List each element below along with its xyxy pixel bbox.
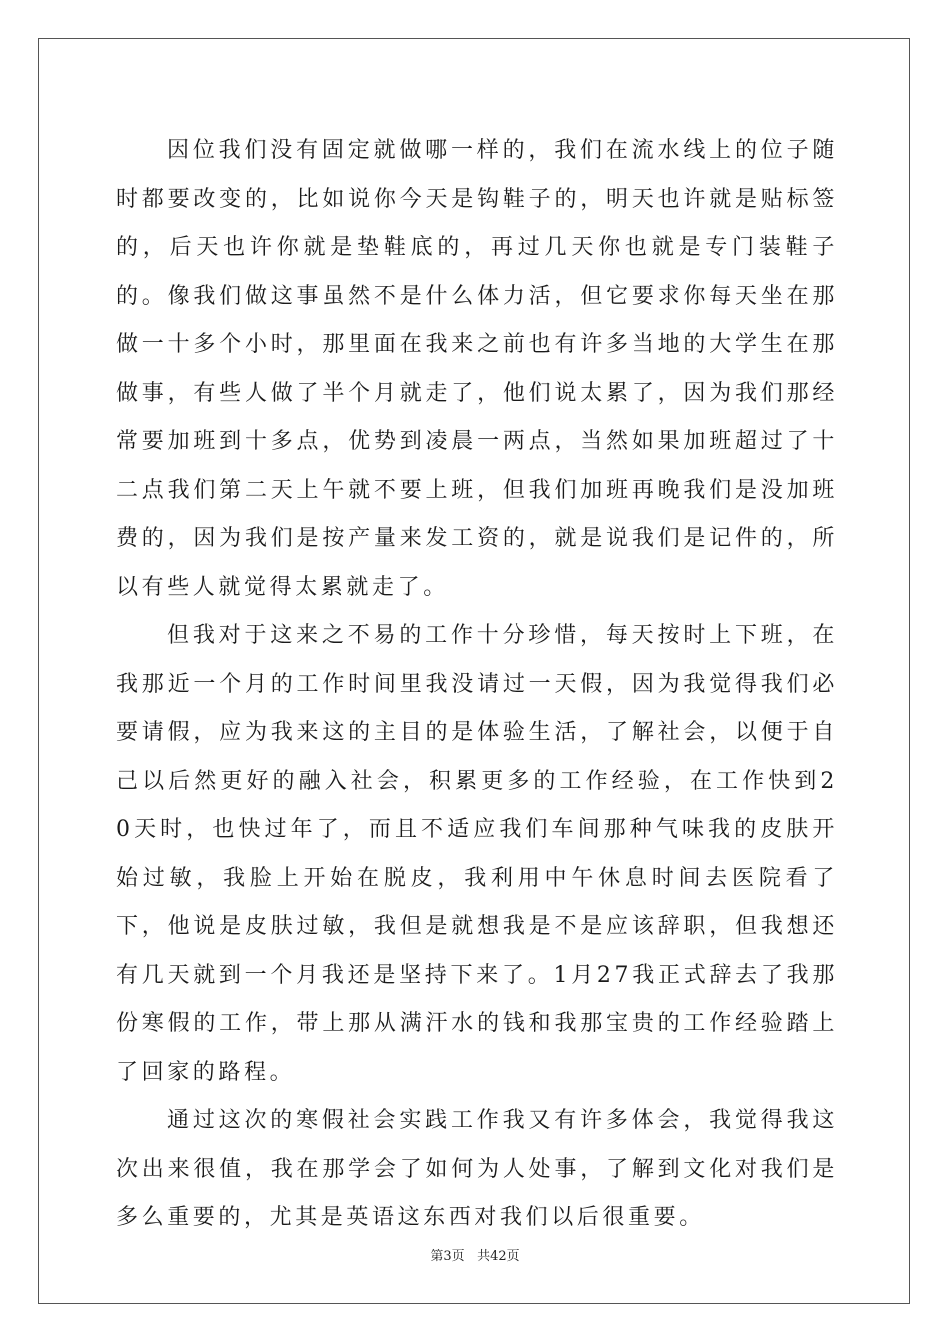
page-footer [0,1245,950,1264]
document-body [116,127,838,1243]
page-total: 共42页 [477,1249,520,1264]
paragraph-1: 因位我们没有固定就做哪一样的，我们在流水线上的位子随时都要改变的，比如说你今天是钩鞋子的，明天也许就是贴标签的，后天也许你就是垫鞋底的，再过几天你也就是专门装鞋子的。像我们做这事虽然不是什么体力活，但它要求你每天坐在那做一十多个小时，那里面在我来之前也有许多当地的大学生在那做事，有些人做了半个月就走了，他们说太累了，因为我们那经常要加班到十多点，优势到凌晨一两点，当然如果加班超过了十二点我们第二天上午就不要上班，但我们加班再晚我们是没加班费的，因为我们是按产量来发工资的，就是说我们是记件的，所以有些人就觉得太累就走了。 [116,138,838,600]
paragraph-3: 通过这次的寒假社会实践工作我又有许多体会，我觉得我这次出来很值，我在那学会了如何为人处事，了解到文化对我们是多么重要的，尤其是英语这东西对我们以后很重要。 [116,1108,838,1230]
page-number: 第3页 [430,1249,465,1264]
paragraph-2: 但我对于这来之不易的工作十分珍惜，每天按时上下班，在我那近一个月的工作时间里我没请过一天假，因为我觉得我们必要请假，应为我来这的主目的是体验生活，了解社会，以便于自己以后然更好的融入社会，积累更多的工作经验，在工作快到20天时，也快过年了，而且不适应我们车间那种气味我的皮肤开始过敏，我脸上开始在脱皮，我利用中午休息时间去医院看了下，他说是皮肤过敏，我但是就想我是不是应该辞职，但我想还有几天就到一个月我还是坚持下来了。1月27我正式辞去了我那份寒假的工作，带上那从满汗水的钱和我那宝贵的工作经验踏上了回家的路程。 [116,623,838,1085]
